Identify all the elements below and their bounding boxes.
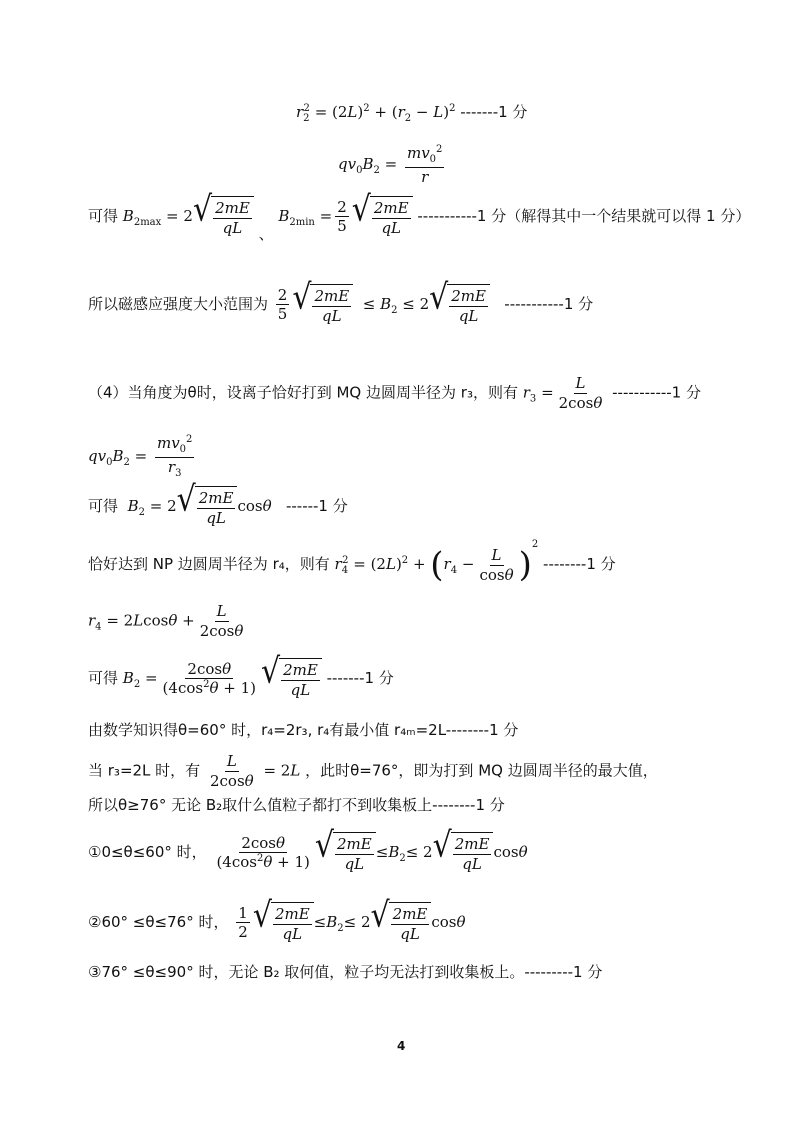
equation-b2-bounds: 可得 $B_{2max} = 2$ √ $\frac{2mE}{qL}$ 、 $B_{2min}$ = $\frac{2}{5}$ √ $\frac{2mE}{qL}$ -----------1 分（解得其中一个结果就可以得 1 分） [88, 189, 751, 243]
score-mark: --------1 分 [543, 555, 616, 573]
equation-force-r: $qv_0B_2$ = $\frac{mv_0^2}{r}$ [338, 144, 443, 186]
case-1: ①0≤θ≤60° 时， $\frac{2\cos\theta}{(4\cos^2\theta + 1)}$ √ $\frac{2mE}{qL}$ $\le B_2\le 2$ √ $\frac{2mE}{qL}$ cosθ [88, 825, 528, 873]
equation-b2-theta: 可得 $B_2 = 2$ √ $\frac{2mE}{qL}$ cosθ ------1 分 [88, 479, 348, 527]
equation-b2-range: 所以磁感应强度大小范围为 $\frac{2}{5}$ √ $\frac{2mE}{qL}$ ≤ $B_2 \le 2$ √ $\frac{2mE}{qL}$ -----------1 分 [88, 277, 594, 325]
equation-r4-def: 恰好达到 NP 边圆周半径为 r₄，则有 $r_4^2 = (2L)^2 + (r_4$ − $\frac{L}{\cos\theta}$ )$^2$ --------1 分 [88, 539, 616, 585]
r3-max-line: 当 r₃=2L 时，有 $\frac{L}{2\cos\theta}$ = 2L ，此时θ=76°，即为打到 MQ 边圆周半径的最大值， [88, 752, 658, 790]
score-mark: -----------1 分（解得其中一个结果就可以得 1 分） [417, 206, 751, 225]
equation-force-r3: $qv_0B_2$ = $\frac{mv_0^2}{r_3}$ [88, 434, 193, 479]
equation-b2-r4: 可得 $B_2$ = $\frac{2\cos\theta}{(4\cos^2\theta + 1)}$ √ $\frac{2mE}{qL}$ -------1 分 [88, 651, 394, 699]
case-2: ②60° ≤θ≤76° 时， $\frac{1}{2}$ √ $\frac{2mE}{qL}$ $\le B_2\le 2$ √ $\frac{2mE}{qL}$ cosθ [88, 895, 466, 943]
page-number: 4 [397, 1039, 406, 1053]
score-mark: -----------1 分 [504, 294, 594, 313]
equation-r2: $r_2^2 = (2L)^2 + (r_2 - L)^2$ -------1 分 [296, 103, 528, 124]
math-knowledge-line: 由数学知识得θ=60° 时，r₄=2r₃, r₄有最小值 r₄ₘ=2L--------1 分 [88, 721, 519, 739]
score-mark: ------1 分 [285, 496, 348, 515]
conclusion-76: 所以θ≥76° 无论 B₂取什么值粒子都打不到收集板上--------1 分 [88, 796, 505, 814]
score-mark: -----------1 分 [612, 383, 701, 402]
score-mark: -------1 分 [460, 103, 528, 121]
case-3: ③76° ≤θ≤90° 时，无论 B₂ 取何值，粒子均无法打到收集板上。---------1 分 [88, 963, 603, 981]
part4-intro: （4）当角度为θ时，设离子恰好打到 MQ 边圆周半径为 r₃，则有 $r_3$ = $\frac{L}{2\cos\theta}$ -----------1 分 [88, 374, 701, 412]
equation-r4-solution: $r_4 = 2Lcos\theta$ + $\frac{L}{2\cos\theta}$ [88, 602, 244, 640]
score-mark: -------1 分 [326, 668, 394, 687]
